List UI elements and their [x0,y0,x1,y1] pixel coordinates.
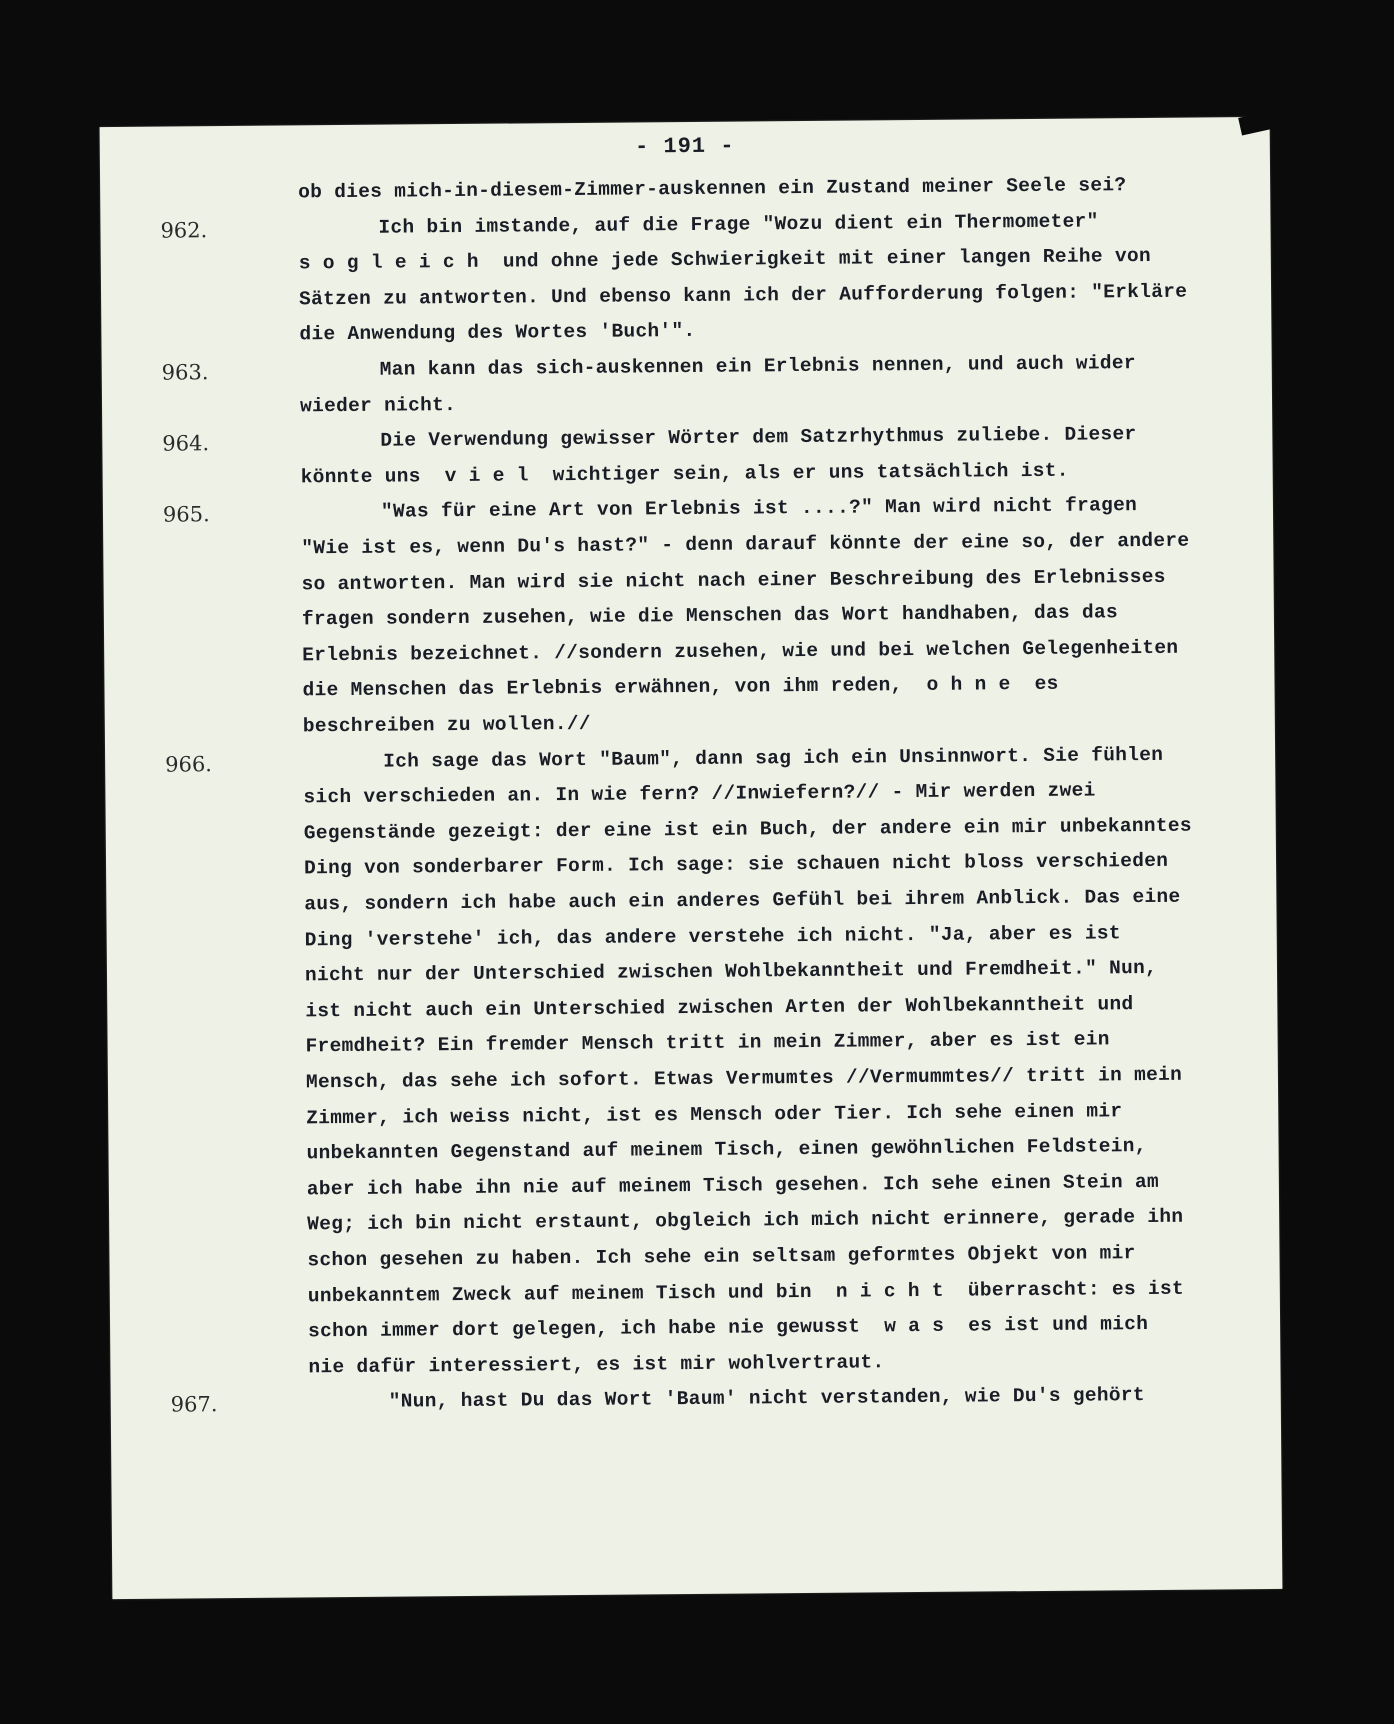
text-line: sich verschieden an. In wie fern? //Inwiefern?// - Mir werden zwei [303,779,1096,809]
text-line: ist nicht auch ein Unterschied zwischen Arten der Wohlbekanntheit und [305,992,1134,1023]
text-line: fragen sondern zusehen, wie die Menschen das Wort handhaben, das das [301,601,1119,631]
paragraph-number: 963. [161,360,209,385]
paragraph-number: 964. [162,431,210,456]
text-line: schon immer dort gelegen, ich habe nie gewusst w a s es ist und mich [308,1313,1149,1343]
text-line: Zimmer, ich weiss nicht, ist es Mensch oder Tier. Ich sehe einen mir [306,1099,1123,1129]
text-line: die Anwendung des Wortes 'Buch'". [299,320,696,346]
text-line: aber ich habe ihn nie auf meinem Tisch gesehen. Ich sehe einen Stein am [306,1170,1160,1201]
text-line: Ding von sonderbarer Form. Ich sage: sie schauen nicht bloss verschieden [303,850,1169,880]
text-line: Mensch, das sehe ich sofort. Etwas Vermumtes //Vermummtes// tritt in mein [305,1063,1183,1094]
text-line: Man kann das sich-auskennen ein Erlebnis nennen, und auch wider [379,352,1136,381]
text-line: könnte uns v i e l wichtiger sein, als er uns tatsächlich ist. [300,459,1069,489]
text-line: Ich sage das Wort "Baum", dann sag ich ein Unsinnwort. Sie fühlen [383,743,1164,773]
typescript-page [100,117,1283,1599]
text-line: Erlebnis bezeichnet. //sondern zusehen, wie und bei welchen Gelegenheiten [302,636,1179,667]
text-line: ob dies mich-in-diesem-Zimmer-auskennen ein Zustand meiner Seele sei? [298,174,1127,204]
text-line: "Wie ist es, wenn Du's hast?" - denn darauf könnte der eine so, der andere [301,529,1190,560]
text-line: nie dafür interessiert, es ist mir wohlvertraut. [308,1351,885,1379]
paragraph-number: 965. [162,502,210,527]
page-number: - 191 - [634,133,735,160]
text-line: so antworten. Man wird sie nicht nach einer Beschreibung des Erlebnisses [301,565,1166,595]
text-line: Weg; ich bin nicht erstaunt, obgleich ich mich nicht erinnere, gerade ihn [307,1206,1184,1236]
text-line: "Nun, hast Du das Wort 'Baum' nicht verstanden, wie Du's gehört [388,1384,1145,1414]
text-line: Gegenstände gezeigt: der eine ist ein Buch, der andere ein mir unbekanntes [303,814,1192,845]
text-line: Sätzen zu antworten. Und ebenso kann ich der Aufforderung folgen: "Erkläre [299,280,1188,311]
text-line: nicht nur der Unterschied zwischen Wohlbekanntheit und Fremdheit." Nun, [304,957,1158,987]
paragraph-number: 962. [160,217,208,243]
text-line: Ding 'verstehe' ich, das andere verstehe ich nicht. "Ja, aber es ist [304,921,1121,951]
text-line: "Was für eine Art von Erlebnis ist ....?" Man wird nicht fragen [380,494,1138,524]
text-line: wieder nicht. [299,393,457,417]
text-line: Die Verwendung gewisser Wörter dem Satzrhythmus zuliebe. Dieser [380,423,1137,452]
text-line: unbekanntem Zweck auf meinem Tisch und bin n i c h t überrascht: es ist [307,1277,1185,1307]
text-line: beschreiben zu wollen.// [302,712,591,738]
text-line: aus, sondern ich habe auch ein anderes Gefühl bei ihrem Anblick. Das eine [304,885,1181,916]
text-line: unbekannten Gegenstand auf meinem Tisch, einen gewöhnlichen Feldstein, [306,1135,1147,1165]
text-line: s o g l e i c h und ohne jede Schwierigkeit mit einer langen Reihe von [298,245,1152,275]
text-line: Fremdheit? Ein fremder Mensch tritt in mein Zimmer, aber es ist ein [305,1028,1110,1058]
paragraph-number: 967. [170,1392,218,1417]
text-line: Ich bin imstande, auf die Frage "Wozu dient ein Thermometer" [378,210,1099,239]
text-line: schon gesehen zu haben. Ich sehe ein seltsam geformtes Objekt von mir [307,1242,1136,1272]
paragraph-number: 966. [165,751,213,777]
text-line: die Menschen das Erlebnis erwähnen, von ihm reden, o h n e es [302,673,1059,702]
